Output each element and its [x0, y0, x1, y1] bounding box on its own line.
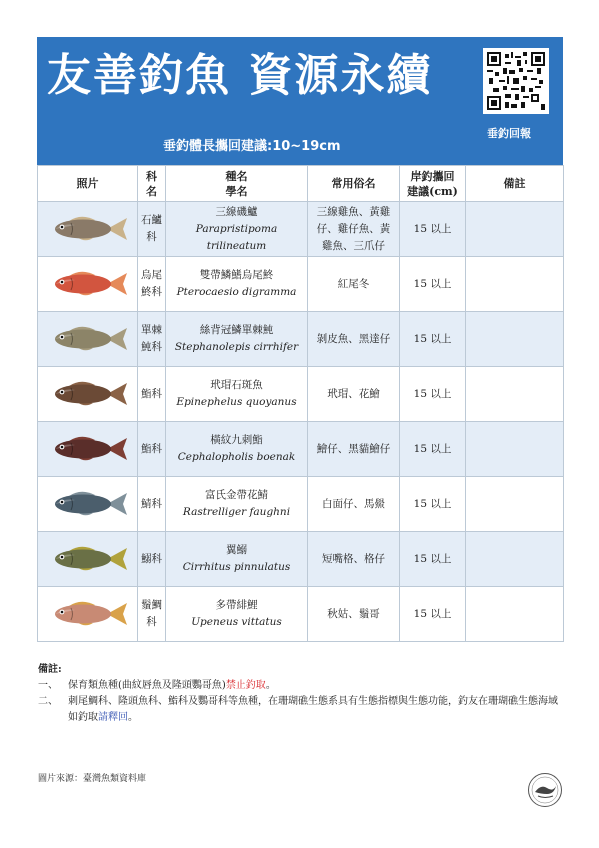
common-name: 剝皮魚、黑達仔 — [316, 332, 391, 345]
family-cell — [138, 202, 166, 257]
catch-report-label: 垂釣回報 — [487, 127, 531, 140]
common-name-cell — [308, 532, 400, 587]
common-name-cell — [308, 202, 400, 257]
fish-photo-cell — [38, 422, 138, 477]
note-text-part: 保育類魚種(曲紋唇魚及隆頭鸚哥魚) — [68, 680, 226, 691]
fish-photo-cell — [38, 477, 138, 532]
note-highlight: 禁止釣取 — [225, 680, 266, 691]
page-title: 友善釣魚 資源永續 — [47, 50, 433, 101]
note-number: 二、 — [38, 696, 58, 707]
species-chinese-name: 三線磯鱸 — [215, 205, 258, 218]
species-scientific-name: Stephanolepis cirrhifer — [174, 341, 299, 353]
fish-photo-cell — [38, 202, 138, 257]
species-scientific-name: Pterocaesio digramma — [176, 286, 297, 298]
species-cell — [166, 312, 308, 367]
fish-photo-icon — [45, 597, 131, 631]
size-cell: 15 以上 — [400, 422, 466, 477]
agency-seal-icon — [527, 772, 563, 808]
table-row — [38, 532, 564, 587]
family-cell — [138, 257, 166, 312]
family-cell — [138, 532, 166, 587]
species-chinese-name: 多帶緋鯉 — [215, 599, 258, 611]
species-scientific-name: Parapristipoma trilineatum — [195, 222, 278, 252]
species-chinese-name: 玳瑁石斑魚 — [210, 379, 263, 391]
header-family — [138, 166, 166, 202]
common-name: 玳瑁、花鱠 — [327, 387, 380, 400]
species-cell — [166, 367, 308, 422]
note-text-part: 刺尾鯛科、隆頭魚科、鮨科及鸚哥科等魚種，在珊瑚礁生態系具有生態指標與生態功能，釣友在珊瑚礁生態海域如釣取 — [68, 696, 558, 723]
species-chinese-name: 橫紋九刺鮨 — [210, 434, 263, 446]
common-name: 紅尾冬 — [337, 277, 370, 290]
header-family-text: 科名 — [146, 169, 157, 198]
size-cell: 15 以上 — [400, 587, 466, 642]
species-cell — [166, 422, 308, 477]
species-scientific-name: Cirrhitus pinnulatus — [182, 561, 291, 573]
species-chinese-name: 雙帶鱗鰭烏尾鮗 — [199, 269, 274, 281]
note-cell — [466, 257, 564, 312]
fish-photo-cell — [38, 587, 138, 642]
qr-code[interactable] — [483, 48, 549, 114]
common-name-cell — [308, 367, 400, 422]
note-text-end: 。 — [128, 712, 138, 723]
table-row — [38, 477, 564, 532]
fish-photo-icon — [45, 542, 131, 576]
header-photo: 照片 — [38, 166, 138, 202]
species-scientific-name: Epinephelus quoyanus — [176, 396, 297, 408]
table-row — [38, 257, 564, 312]
common-name-cell — [308, 257, 400, 312]
fish-table — [37, 165, 564, 642]
common-name: 秋姑、鬚哥 — [327, 607, 380, 620]
species-cell — [166, 587, 308, 642]
fish-photo-cell — [38, 257, 138, 312]
fish-photo-cell — [38, 312, 138, 367]
family-cell — [138, 367, 166, 422]
fish-photo-icon — [45, 212, 131, 246]
size-cell: 15 以上 — [400, 532, 466, 587]
common-name: 鱠仔、黑貓鱠仔 — [316, 442, 391, 455]
note-item — [38, 678, 563, 694]
family-cell — [138, 312, 166, 367]
size-cell: 15 以上 — [400, 202, 466, 257]
size-cell: 15 以上 — [400, 477, 466, 532]
fish-photo-icon — [45, 377, 131, 411]
image-source: 圖片來源：臺灣魚類資料庫 — [38, 774, 147, 784]
table-row — [38, 312, 564, 367]
size-recommendation: 垂釣體長攜回建議:10~19cm — [163, 139, 341, 154]
table-row — [38, 202, 564, 257]
size-cell: 15 以上 — [400, 367, 466, 422]
species-cell — [166, 532, 308, 587]
common-name: 三線雞魚、黃雞仔、雞仔魚、黃雞魚、三爪仔 — [316, 205, 391, 252]
common-name-cell — [308, 422, 400, 477]
fish-photo-cell — [38, 367, 138, 422]
family-name: 單棘魨科 — [141, 324, 162, 353]
note-cell — [466, 312, 564, 367]
note-cell — [466, 532, 564, 587]
note-item — [38, 694, 563, 726]
table-header-row — [38, 166, 564, 202]
fish-photo-cell — [38, 532, 138, 587]
note-highlight: 請釋回 — [98, 712, 128, 723]
header-species: 種名 學名 — [166, 166, 308, 202]
common-name: 白面仔、馬鱟 — [322, 497, 385, 510]
species-scientific-name: Cephalopholis boenak — [177, 451, 296, 463]
table-row — [38, 587, 564, 642]
common-name-cell — [308, 312, 400, 367]
fish-photo-icon — [45, 322, 131, 356]
species-chinese-name: 翼鰯 — [226, 544, 247, 556]
common-name-cell — [308, 477, 400, 532]
note-cell — [466, 202, 564, 257]
species-chinese-name: 絲背冠鱗單棘魨 — [199, 324, 274, 336]
common-name-cell — [308, 587, 400, 642]
note-text — [68, 678, 563, 694]
header-common-name: 常用俗名 — [308, 166, 400, 202]
family-cell — [138, 587, 166, 642]
note-number: 一、 — [38, 680, 58, 691]
species-chinese-name: 富氏金帶花鯖 — [205, 489, 268, 501]
family-name: 烏尾鮗科 — [141, 269, 162, 298]
species-cell — [166, 257, 308, 312]
species-cell — [166, 477, 308, 532]
family-cell — [138, 422, 166, 477]
header-size: 岸釣攜回 建議(cm) — [400, 166, 466, 202]
notes-heading: 備註: — [38, 664, 62, 675]
fish-photo-icon — [45, 432, 131, 466]
family-name: 鯖科 — [141, 497, 162, 510]
header-note: 備註 — [466, 166, 564, 202]
size-cell: 15 以上 — [400, 257, 466, 312]
fish-photo-icon — [45, 267, 131, 301]
note-cell — [466, 367, 564, 422]
family-name: 鬚鯛科 — [141, 599, 162, 628]
note-cell — [466, 422, 564, 477]
species-scientific-name: Rastrelliger faughni — [182, 506, 291, 518]
family-name: 鮨科 — [141, 387, 162, 400]
note-cell — [466, 587, 564, 642]
fish-photo-icon — [45, 487, 131, 521]
species-scientific-name: Upeneus vittatus — [191, 616, 282, 628]
family-name: 石鱸科 — [141, 214, 162, 243]
species-cell — [166, 202, 308, 257]
header-banner — [37, 37, 563, 165]
note-cell — [466, 477, 564, 532]
note-text-end: 。 — [265, 680, 276, 691]
family-name: 鮨科 — [141, 442, 162, 455]
notes-section — [38, 662, 563, 726]
table-row — [38, 367, 564, 422]
table-row — [38, 422, 564, 477]
qr-code-icon — [487, 52, 545, 110]
size-cell: 15 以上 — [400, 312, 466, 367]
common-name: 短嘴格、格仔 — [322, 552, 385, 565]
family-cell — [138, 477, 166, 532]
family-name: 鰯科 — [141, 552, 162, 565]
note-text — [68, 694, 563, 726]
